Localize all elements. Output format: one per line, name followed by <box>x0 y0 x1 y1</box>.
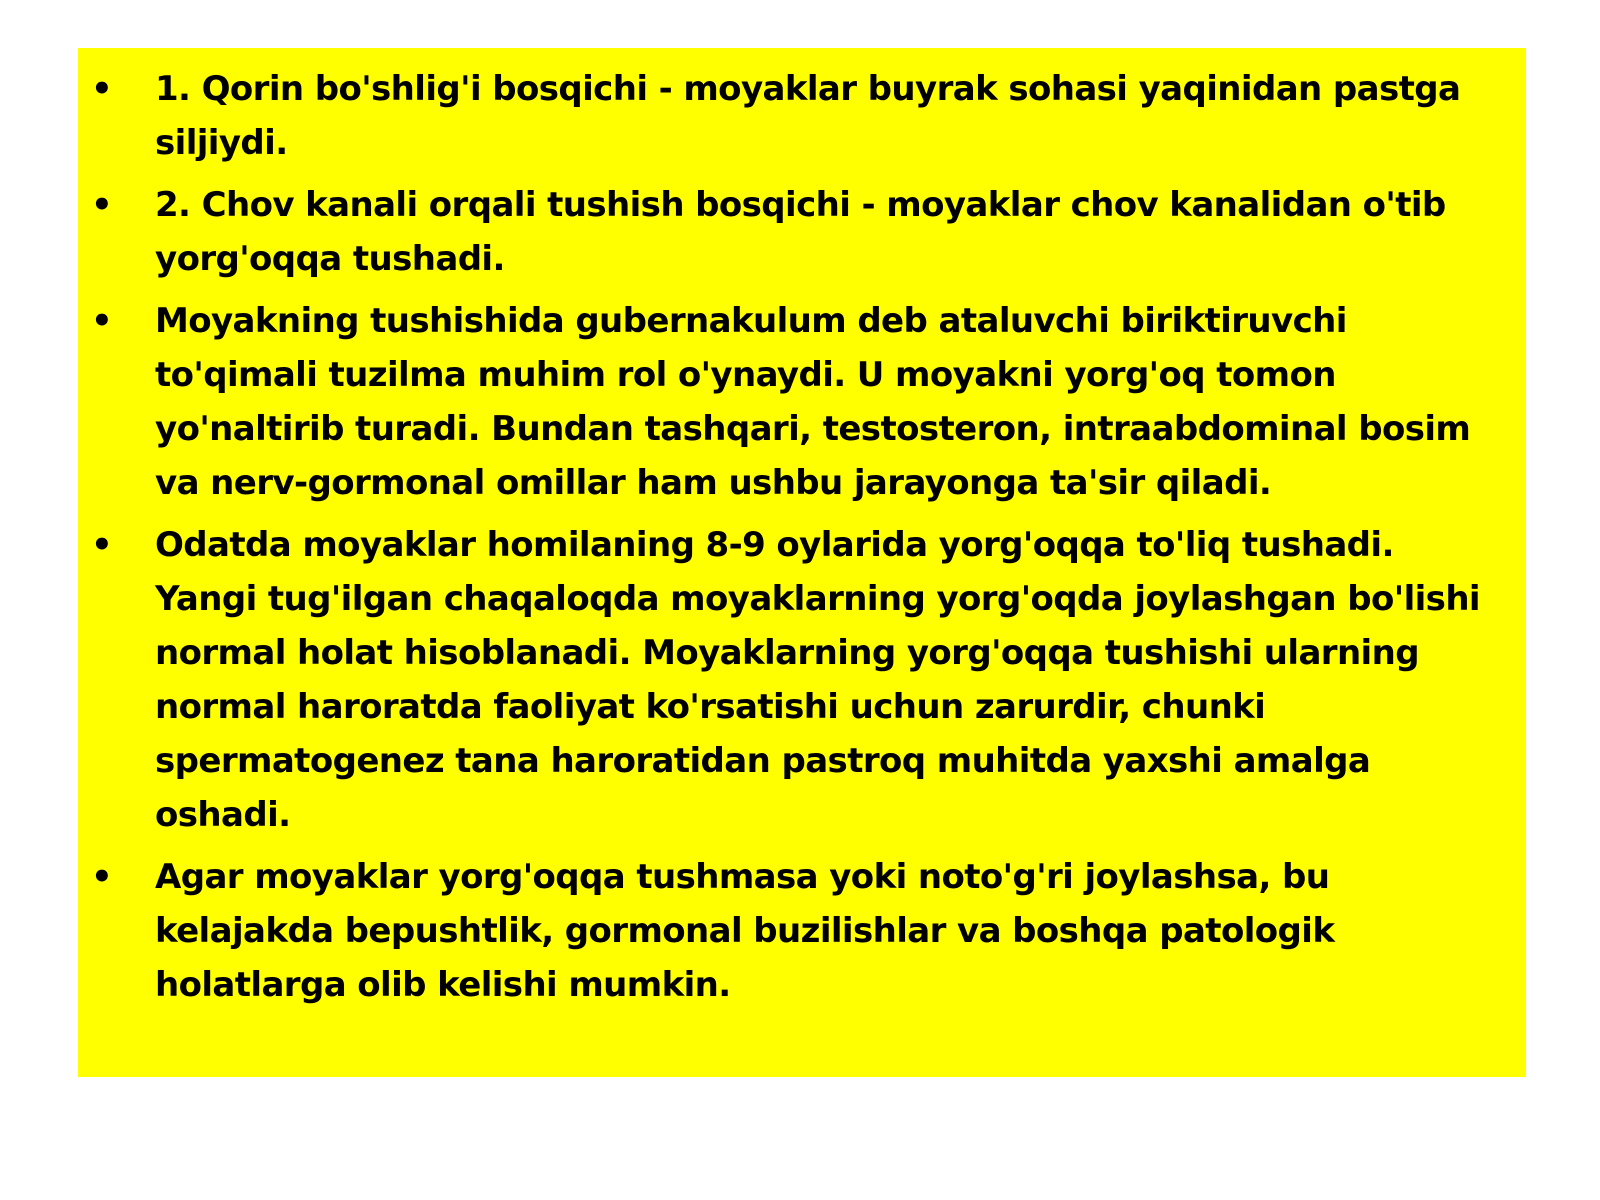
bullet-text: 1. Qorin bo'shlig'i bosqichi - moyaklar buyrak sohasi yaqinidan pastga siljiydi. <box>155 69 1461 163</box>
bullet-text: 2. Chov kanali orqali tushish bosqichi - moyaklar chov kanalidan o'tib yorg'oqqa tushadi. <box>155 185 1446 279</box>
bullet-text: Odatda moyaklar homilaning 8-9 oylarida yorg'oqqa to'liq tushadi. Yangi tug'ilgan chaqaloqda moyaklarning yorg'oqda joylashgan bo'lishi normal holat hisoblanadi. Moyaklarning yorg'oqqa tushishi ularning normal haroratda faoliyat ko'rsatishi uchun zarurdir, chunki spermatogenez tana haroratidan pastroq muhitda yaxshi amalga oshadi. <box>155 525 1480 835</box>
bullet-icon: • <box>91 69 113 109</box>
bullet-item <box>78 62 1506 170</box>
bullet-icon: • <box>91 525 113 565</box>
bullet-text: Agar moyaklar yorg'oqqa tushmasa yoki noto'g'ri joylashsa, bu kelajakda bepushtlik, gormonal buzilishlar va boshqa patologik holatlarga olib kelishi mumkin. <box>155 857 1335 1005</box>
bullet-text: Moyakning tushishida gubernakulum deb ataluvchi biriktiruvchi to'qimali tuzilma muhim rol o'ynaydi. U moyakni yorg'oq tomon yo'naltirib turadi. Bundan tashqari, testosteron, intraabdominal bosim va nerv-gormonal omillar ham ushbu jarayonga ta'sir qiladi. <box>155 301 1471 503</box>
text-box <box>78 48 1526 1077</box>
bullet-icon: • <box>91 185 113 225</box>
bullet-icon: • <box>91 301 113 341</box>
bullet-list <box>78 62 1506 1012</box>
bullet-icon: • <box>91 857 113 897</box>
bullet-item <box>78 850 1506 1012</box>
bullet-item <box>78 178 1506 286</box>
bullet-item <box>78 294 1506 510</box>
bullet-item <box>78 518 1506 842</box>
